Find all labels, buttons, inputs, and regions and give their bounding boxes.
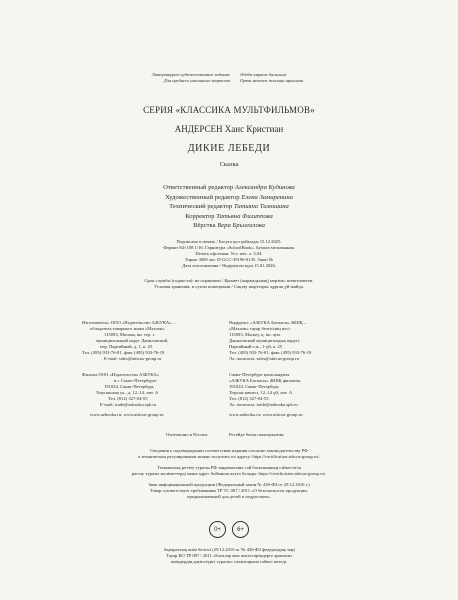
- footer-kz-info: [60, 547, 398, 565]
- branch-line: 191024, Санкт-Петербург,: [229, 384, 280, 389]
- print-line: Печать офсетная. Усл. печ. л. 5,04.: [195, 251, 263, 256]
- cert-line: Сведения о подтверждении соответствия издания согласно законодательству РФ: [150, 448, 308, 453]
- imprint-line: пер. Партийный, д. 1, к. 25: [100, 344, 153, 349]
- branch-line: 191024, Санкт-Петербург,: [104, 384, 155, 389]
- cert-line: предназначенной для детей и подростков».: [186, 494, 272, 499]
- cert-line: Знак информационной продукции (Федеральный закон № 436-ФЗ от 29.12.2010 г.): [148, 482, 310, 487]
- credit-name: Александра Кудинова: [234, 184, 295, 191]
- imprint-line: Өндіруші: «АЗБУКА Баспасы» ЖШҚ –: [229, 320, 307, 325]
- shelf-life-line: Срок службы (годности): не ограничен / Қызмет (жарамдылық) мерзімі: шектелмеген.: [144, 278, 314, 283]
- print-specs: [0, 239, 458, 269]
- branch-line: Санкт-Петербург қаласындағы: [229, 372, 290, 377]
- imprint-email[interactable]: Эл. поштасы: sales@atticus-group.ru: [229, 356, 299, 361]
- genre-label: Сказка: [219, 161, 239, 168]
- age-group-line: Для среднего школьного возраста: [163, 78, 230, 83]
- cert-line: Техникалық реттеу туралы РФ заңнамасына сай басылымның сәйкестігін: [157, 465, 301, 470]
- branch-line: Херсонская ул., д. 12–14, лит. А: [96, 390, 159, 395]
- imprint-line: 115093, Мәскеу, қ. іш. аум.: [229, 332, 281, 337]
- print-line: Подписано в печать / Басуға қол қойылды 15.12.2025.: [176, 239, 282, 244]
- book-title: ДИКИЕ ЛЕБЕДИ: [187, 143, 271, 154]
- imprint-line: обладатель товарного знака «Махаон»: [90, 326, 165, 331]
- footer-line: өнімдердің қауіпсіздігі туралы» талаптарына сәйкес келеді.: [170, 559, 288, 564]
- footer-line: Ақпараттық өнім белгісі (29.12.2010 ж. № 436-ФЗ федералдық заң): [163, 547, 295, 552]
- age-rating-0plus-badge: 0+: [209, 521, 226, 538]
- branch-line: в г. Санкт-Петербурге: [114, 378, 157, 383]
- age-rating-6plus-badge: 6+: [232, 521, 249, 538]
- branch-email[interactable]: E-mail: trade@azbooka.spb.ru: [100, 402, 157, 407]
- manufacturer-kz: [229, 320, 379, 362]
- manufacturer-ru: [82, 320, 232, 362]
- imprint-line: Тел. (495) 933-76-01, факс (495) 933-76-19: [82, 350, 165, 355]
- imprint-line: «Махаон» тауар белгісінің иесі: [229, 326, 290, 331]
- credit-role: Технический редактор: [169, 203, 233, 211]
- cert-line: Товар соответствует требованиям ТР ТС 007 / 2011 «О безопасности продукции,: [150, 488, 308, 493]
- imprint-line: 115093, Москва, вн. тер. г.: [104, 332, 156, 337]
- imprint-line: Тел. (495) 933-76-01, факс (495) 933-76-19: [229, 350, 312, 355]
- footer-line: Тауар КО ТР 007 / 2011 «Балалар мен жасөспірімдерге арналған: [166, 553, 292, 558]
- imprint-line: муниципальный округ Даниловский,: [96, 338, 169, 343]
- branch-ru: [82, 372, 232, 418]
- credit-name: Вера Брызгалова: [217, 222, 265, 230]
- branch-email[interactable]: Эл. поштасы: trade@azbooka.spb.ru: [229, 402, 298, 407]
- print-line: Дата изготовления / Өндірілген күні 15.01.2026.: [182, 263, 276, 268]
- cert-line: о техническом регулировании можно получить по адресу: https://certification.atticus-group.ru/.: [137, 454, 321, 459]
- credit-line: [0, 202, 458, 212]
- print-line: Тираж 3000 экз. D-GCC-39196-01-R. Заказ №: [184, 257, 274, 262]
- credit-line: [0, 193, 458, 203]
- credit-name: Татьяна Филиппова: [216, 212, 273, 220]
- credit-line: [0, 212, 458, 222]
- publication-type-line: Әдеби-көркем басылым: [240, 72, 287, 77]
- certification-info: [60, 448, 398, 500]
- branch-websites[interactable]: www.azbooka.ru; www.atticus-group.ru: [229, 412, 303, 417]
- branch-websites[interactable]: www.azbooka.ru; www.atticus-group.ru: [90, 412, 164, 417]
- credit-role: Вёрстка: [193, 222, 216, 230]
- credit-line: [0, 183, 458, 193]
- credit-role: Ответственный редактор: [163, 184, 234, 191]
- age-group-line: Орта мектеп жасына арналған: [240, 78, 304, 83]
- branch-kz: [229, 372, 379, 418]
- branch-line: Херсон көшесі, 12–14 үй, лит. А: [229, 390, 293, 395]
- imprint-line: Изготовитель: ООО «Издательство АЗБУКА» –: [82, 320, 175, 325]
- series-title: СЕРИЯ «КЛАССИКА МУЛЬТФИЛЬМОВ»: [143, 105, 315, 115]
- printed-in-russia: Отпечатано в России.: [165, 432, 209, 437]
- publication-type-line: Литературно-художественное издание: [151, 72, 230, 77]
- credit-role: Корректор: [185, 212, 215, 220]
- storage-line: Условия хранения: в сухом помещении / Сақтау шарттары: құрғақ үй-жайда.: [154, 284, 304, 289]
- branch-line: «АЗБУКА Баспасы» ЖШҚ филиалы: [229, 378, 301, 383]
- publication-type-kz: [240, 72, 360, 84]
- imprint-line: Даниловский муниципалдық округі,: [229, 338, 301, 343]
- editorial-credits: [0, 183, 458, 231]
- credit-role: Художественный редактор: [165, 193, 240, 201]
- imprint-email[interactable]: E-mail: sales@atticus-group.ru: [104, 356, 162, 361]
- branch-line: Филиал ООО «Издательство АЗБУКА»: [82, 372, 160, 377]
- branch-line: Тел. (812) 327-04-55: [229, 396, 269, 401]
- credit-line: [0, 221, 458, 231]
- publication-type-ru: [118, 72, 230, 84]
- author-name: АНДЕРСЕН Ханс Кристиан: [174, 124, 284, 134]
- branch-line: Тел. (812) 327-04-55: [108, 396, 148, 401]
- credit-name: Татьяна Тимошина: [233, 203, 289, 211]
- imprint-line: Партийный т.ж., 1-үй, к. 25: [229, 344, 283, 349]
- cert-line: растау туралы мәліметтерді мына адрес бойынша алуға болады: https://certification.atticus-group.ru/.: [131, 471, 327, 476]
- credit-name: Елена Замиренина: [241, 193, 293, 201]
- age-rating-badges: [0, 521, 458, 538]
- printed-in-russia-kz: Ресейде басып шығарылған.: [229, 432, 285, 437]
- print-line: Формат 84×108 1/16. Гарнитура «SchoolBook». Бумага мелованная.: [163, 245, 295, 250]
- shelf-life: [0, 278, 458, 290]
